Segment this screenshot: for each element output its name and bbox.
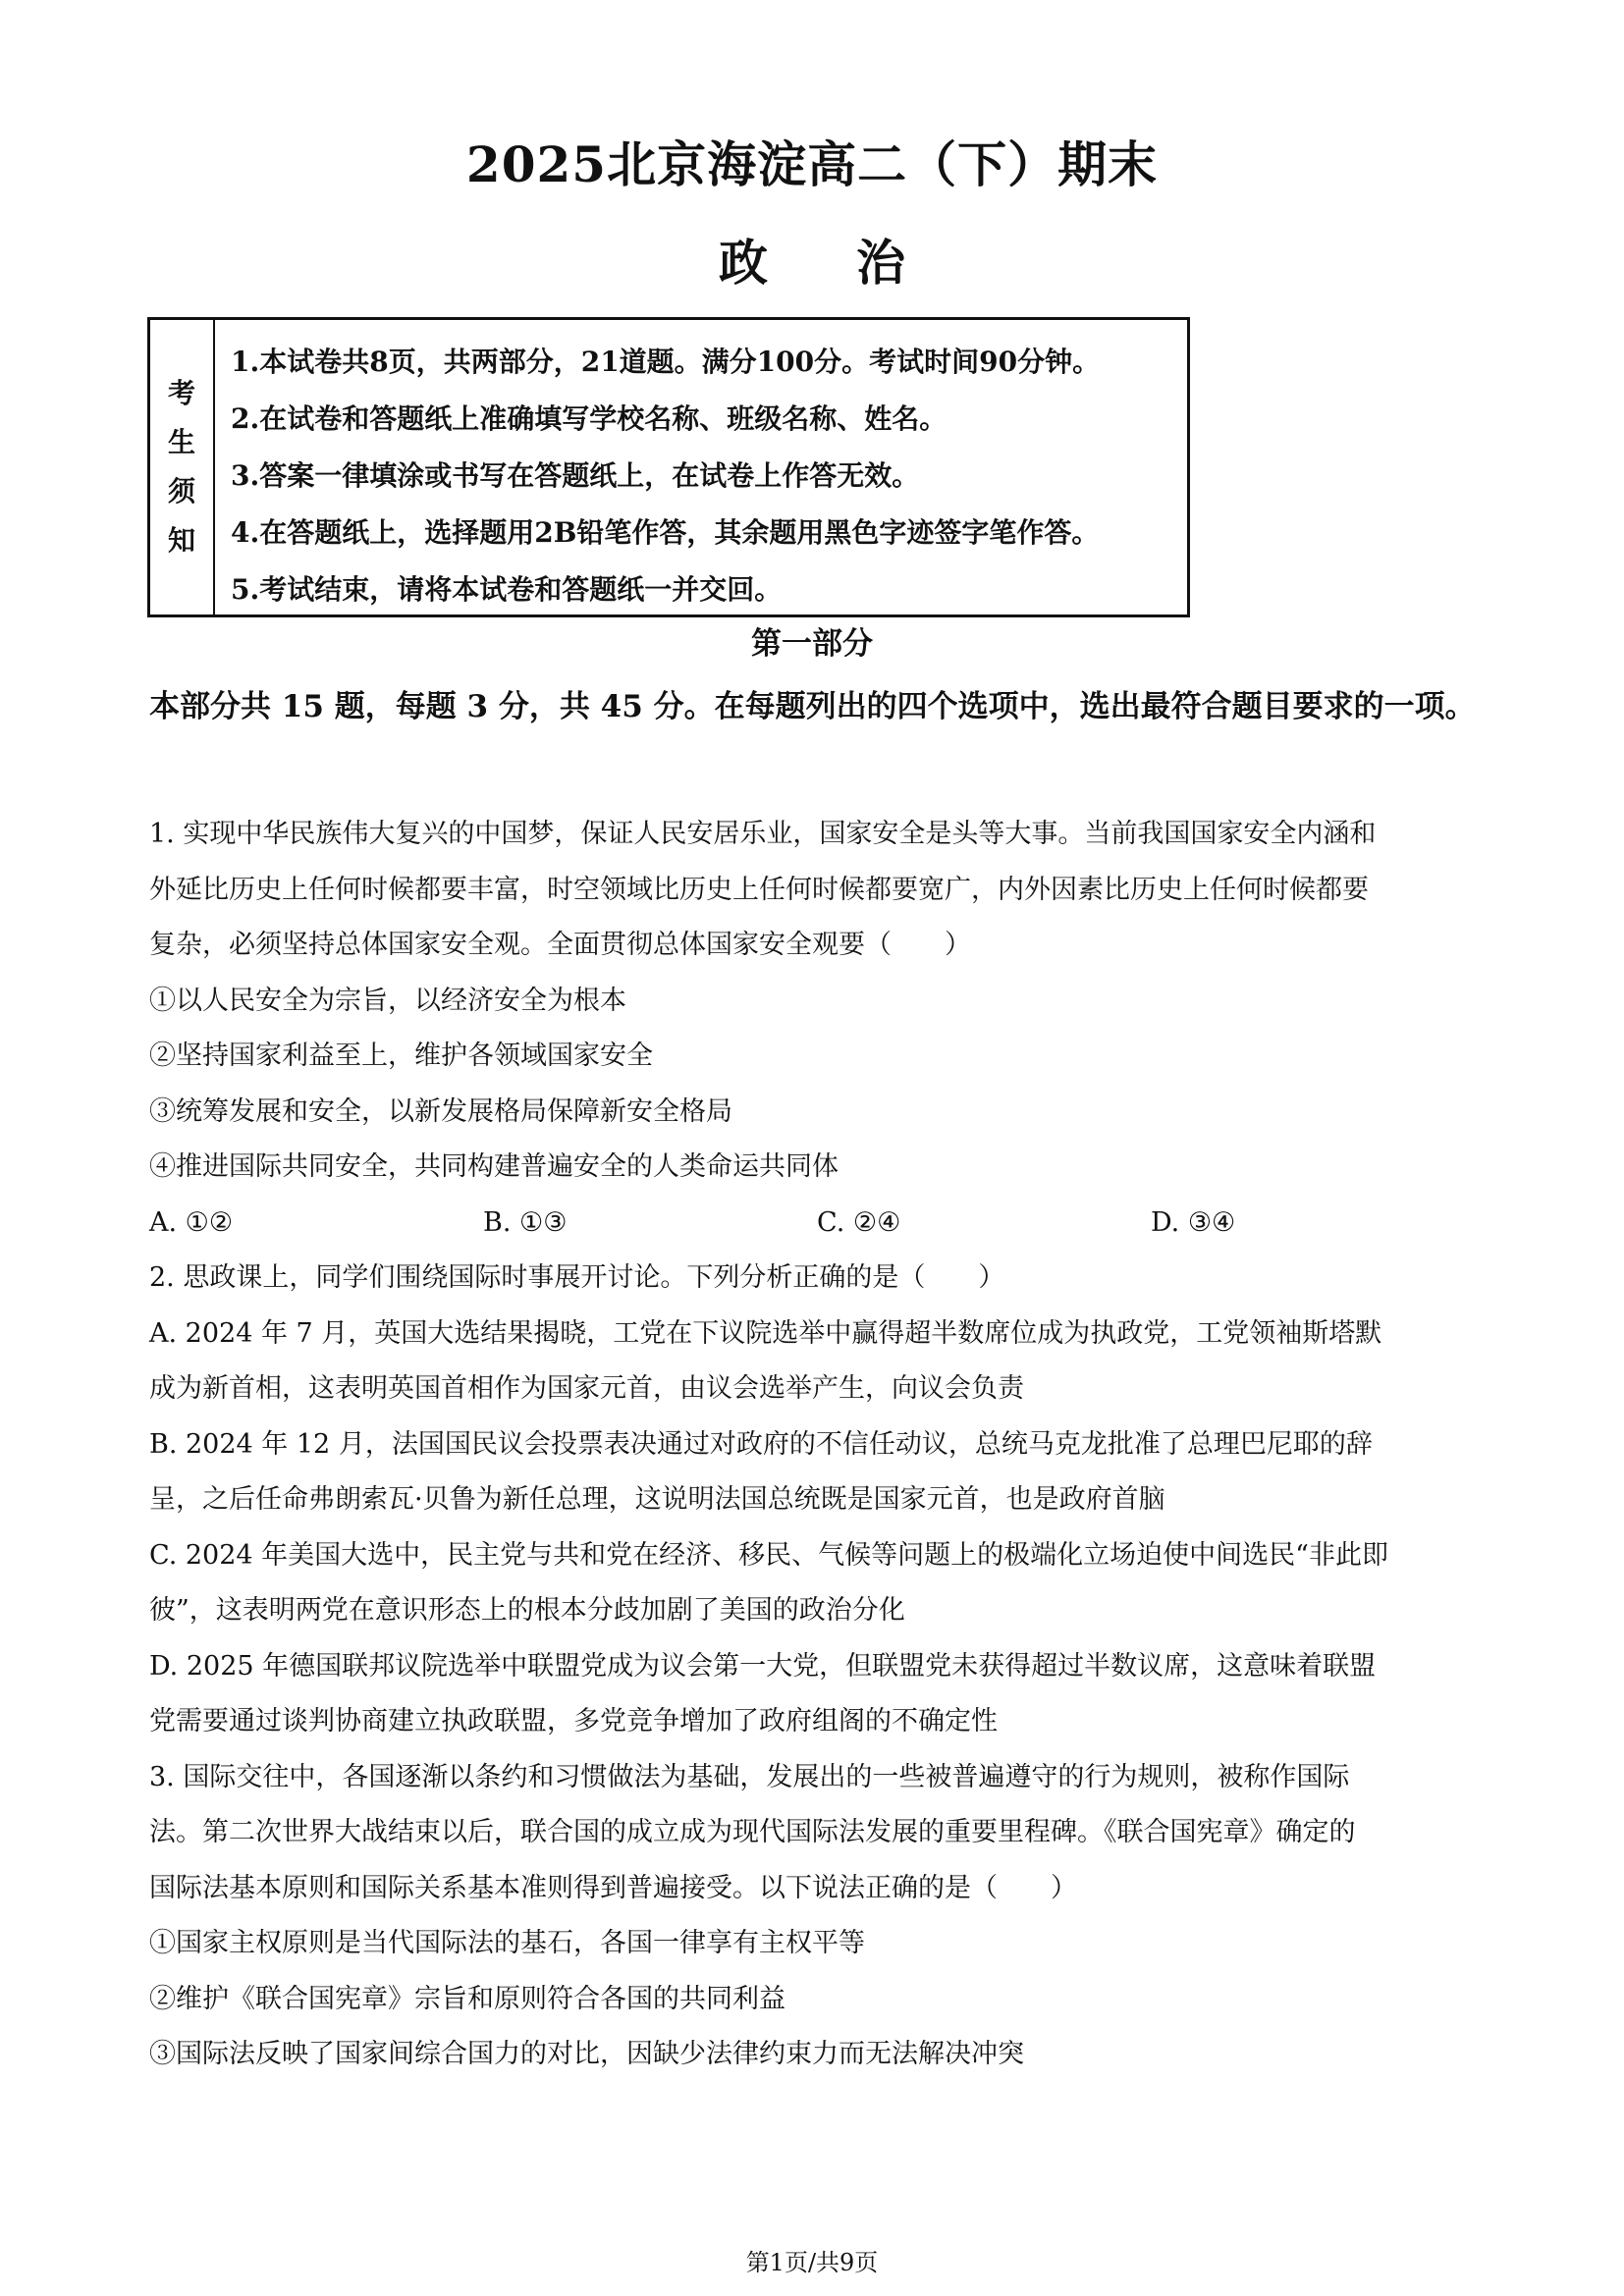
question-1-statement: ②坚持国家利益至上，维护各领域国家安全 (149, 1041, 653, 1071)
question-2-stem: 2. 思政课上，同学们围绕国际时事展开讨论。下列分析正确的是（ ） (149, 1262, 1005, 1293)
notice-label-char: 须 (167, 475, 195, 507)
part-one-instruction: 本部分共 15 题，每题 3 分，共 45 分。在每题列出的四个选项中，选出最符合题目要求的一项。 (149, 689, 1476, 724)
question-2-option-line: A. 2024 年 7 月，英国大选结果揭晓，工党在下议院选举中赢得超半数席位成为执政党，工党领袖斯塔默 (149, 1317, 1382, 1349)
question-1-option-d: D. ③④ (1151, 1206, 1236, 1238)
question-3-statement: ①国家主权原则是当代国际法的基石，各国一律享有主权平等 (149, 1928, 865, 1958)
question-1-option-c: C. ②④ (817, 1206, 901, 1238)
notice-item: 4.在答题纸上，选择题用2B铅笔作答，其余题用黑色字迹签字笔作答。 (231, 516, 1100, 549)
question-1-stem: 外延比历史上任何时候都要丰富，时空领域比历史上任何时候都要宽广，内外因素比历史上任何时候都要 (149, 874, 1369, 905)
question-3-statement: ②维护《联合国宪章》宗旨和原则符合各国的共同利益 (149, 1983, 785, 2014)
notice-label (150, 320, 215, 614)
notice-item: 1.本试卷共8页，共两部分，21道题。满分100分。考试时间90分钟。 (231, 346, 1101, 378)
question-1-statement: ①以人民安全为宗旨，以经济安全为根本 (149, 985, 626, 1016)
question-2-option-line: 成为新首相，这表明英国首相作为国家元首，由议会选举产生，向议会负责 (149, 1373, 1024, 1404)
question-2-option-line: 彼”，这表明两党在意识形态上的根本分歧加剧了美国的政治分化 (149, 1595, 905, 1626)
question-1-option-a: A. ①② (149, 1206, 234, 1238)
question-1-statement: ③统筹发展和安全，以新发展格局保障新安全格局 (149, 1095, 732, 1127)
question-3-stem: 法。第二次世界大战结束以后，联合国的成立成为现代国际法发展的重要里程碑。《联合国宪章》确定的 (149, 1817, 1356, 1847)
question-2-option-line: C. 2024 年美国大选中，民主党与共和党在经济、移民、气候等问题上的极端化立场迫使中间选民“非此即 (149, 1539, 1388, 1571)
notice-item: 2.在试卷和答题纸上准确填写学校名称、班级名称、姓名。 (231, 402, 947, 435)
exam-subject: 政治 (719, 234, 994, 292)
question-1-option-b: B. ①③ (483, 1206, 568, 1238)
question-1-stem: 复杂，必须坚持总体国家安全观。全面贯彻总体国家安全观要（ ） (149, 930, 971, 960)
question-3-stem: 国际法基本原则和国际关系基本准则得到普遍接受。以下说法正确的是（ ） (149, 1872, 1077, 1903)
notice-item: 5.考试结束，请将本试卷和答题纸一并交回。 (231, 573, 783, 606)
question-1-statement: ④推进国际共同安全，共同构建普遍安全的人类命运共同体 (149, 1151, 839, 1182)
questions-body (149, 807, 1485, 2083)
part-one-title: 第一部分 (751, 626, 873, 662)
notice-item: 3.答案一律填涂或书写在答题纸上，在试卷上作答无效。 (231, 459, 920, 492)
question-2-option-line: B. 2024 年 12 月，法国国民议会投票表决通过对政府的不信任动议，总统马克龙批准了总理巴尼耶的辞 (149, 1428, 1373, 1460)
exam-title: 2025北京海淀高二（下）期末 (465, 135, 1159, 193)
question-2-option-line: 党需要通过谈判协商建立执政联盟，多党竞争增加了政府组阁的不确定性 (149, 1706, 998, 1736)
notice-label-char: 考 (167, 377, 195, 409)
question-3-stem: 3. 国际交往中，各国逐渐以条约和习惯做法为基础，发展出的一些被普遍遵守的行为规则，被称作国际 (149, 1761, 1350, 1792)
question-2-option-line: 呈，之后任命弗朗索瓦·贝鲁为新任总理，这说明法国总统既是国家元首，也是政府首脑 (149, 1484, 1165, 1515)
question-3-statement: ③国际法反映了国家间综合国力的对比，因缺少法律约束力而无法解决冲突 (149, 2039, 1024, 2069)
notice-label-char: 知 (167, 524, 195, 557)
question-2-option-line: D. 2025 年德国联邦议院选举中联盟党成为议会第一大党，但联盟党未获得超过半数议席，这意味着联盟 (149, 1650, 1377, 1682)
notice-items (215, 320, 1187, 614)
question-1-stem: 1. 实现中华民族伟大复兴的中国梦，保证人民安居乐业，国家安全是头等大事。当前我国国家安全内涵和 (149, 819, 1377, 849)
exam-notice-box (147, 317, 1190, 617)
notice-label-char: 生 (167, 426, 195, 458)
question-1-options (149, 1196, 1485, 1252)
page-number: 第1页/共9页 (745, 2249, 879, 2276)
